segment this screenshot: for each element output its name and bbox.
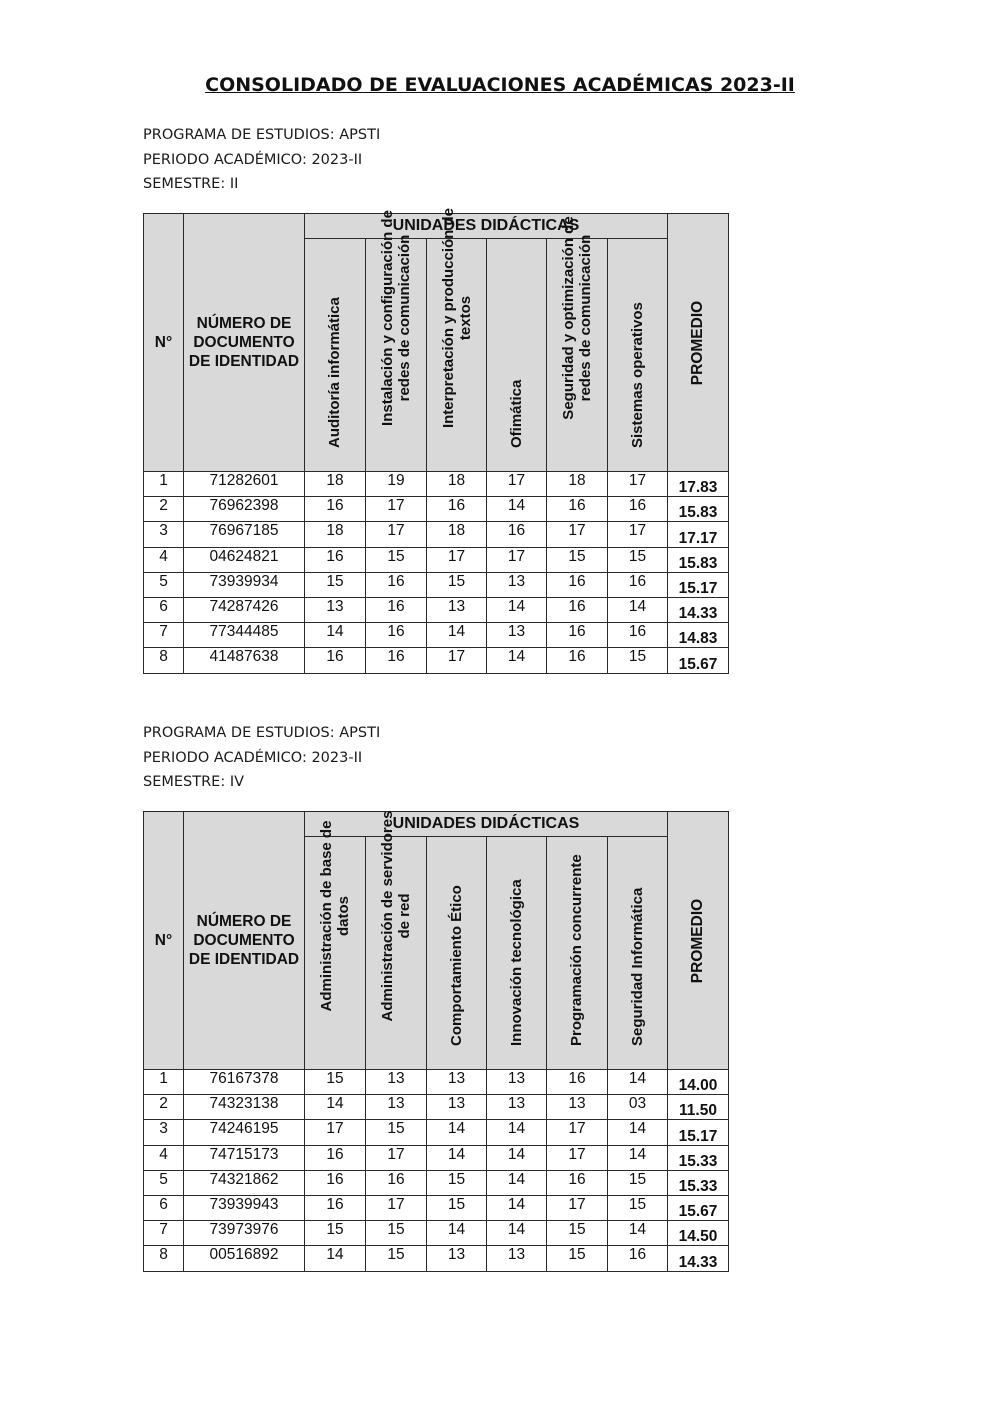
promedio-cell: 14.00 xyxy=(668,1070,729,1095)
subject-header xyxy=(427,207,487,472)
subject-name: Innovación tecnológica xyxy=(507,879,525,1046)
header-promedio-label: PROMEDIO xyxy=(689,300,706,385)
row-number: 2 xyxy=(144,497,184,522)
table-row xyxy=(144,623,729,648)
row-number: 5 xyxy=(144,1170,184,1195)
promedio-cell: 15.83 xyxy=(668,547,729,572)
grade-cell: 14 xyxy=(487,597,547,622)
grade-cell: 13 xyxy=(547,1095,608,1120)
document-number: 00516892 xyxy=(184,1246,305,1271)
document-number: 74321862 xyxy=(184,1170,305,1195)
grade-cell: 15 xyxy=(366,1246,427,1271)
grade-cell: 16 xyxy=(366,597,427,622)
promedio-cell: 15.33 xyxy=(668,1170,729,1195)
grade-cell: 16 xyxy=(305,1145,366,1170)
grade-cell: 16 xyxy=(547,572,608,597)
grade-cell: 18 xyxy=(305,472,366,497)
grade-cell: 17 xyxy=(608,472,668,497)
header-n: N° xyxy=(144,214,184,472)
subject-name: Instalación y configuración de redes de comunicación xyxy=(379,210,413,426)
grade-cell: 14 xyxy=(487,497,547,522)
header-promedio-label: PROMEDIO xyxy=(689,898,706,983)
header-promedio xyxy=(668,812,729,1070)
grade-cell: 15 xyxy=(608,1170,668,1195)
row-number: 3 xyxy=(144,1120,184,1145)
grade-cell: 18 xyxy=(427,472,487,497)
grade-cell: 15 xyxy=(366,547,427,572)
grade-cell: 03 xyxy=(608,1095,668,1120)
grade-cell: 16 xyxy=(366,572,427,597)
grade-cell: 16 xyxy=(427,497,487,522)
subject-name: Programación concurrente xyxy=(568,854,585,1046)
grade-cell: 16 xyxy=(487,522,547,547)
subject-header xyxy=(547,216,608,472)
grade-cell: 13 xyxy=(366,1095,427,1120)
grade-cell: 17 xyxy=(366,522,427,547)
header-document: NÚMERO DE DOCUMENTO DE IDENTIDAD xyxy=(184,214,305,472)
table-row xyxy=(144,1120,729,1145)
grade-cell: 16 xyxy=(305,1195,366,1220)
grade-cell: 14 xyxy=(608,1145,668,1170)
grade-cell: 15 xyxy=(366,1120,427,1145)
grade-cell: 17 xyxy=(366,1195,427,1220)
promedio-cell: 17.83 xyxy=(668,472,729,497)
promedio-cell: 15.83 xyxy=(668,497,729,522)
header-unidades-didacticas: UNIDADES DIDÁCTICAS xyxy=(305,214,668,239)
header-promedio xyxy=(668,214,729,472)
grade-cell: 15 xyxy=(427,572,487,597)
row-number: 7 xyxy=(144,1221,184,1246)
grade-cell: 16 xyxy=(608,1246,668,1271)
grade-cell: 15 xyxy=(608,648,668,673)
grade-cell: 16 xyxy=(366,1170,427,1195)
grade-cell: 13 xyxy=(427,1246,487,1271)
promedio-cell: 17.17 xyxy=(668,522,729,547)
grade-cell: 14 xyxy=(305,1246,366,1271)
grade-cell: 13 xyxy=(487,1095,547,1120)
grade-cell: 16 xyxy=(608,572,668,597)
document-number: 73973976 xyxy=(184,1221,305,1246)
row-number: 7 xyxy=(144,623,184,648)
grade-cell: 13 xyxy=(305,597,366,622)
grade-cell: 14 xyxy=(608,1120,668,1145)
grade-cell: 15 xyxy=(305,572,366,597)
grade-cell: 14 xyxy=(608,1070,668,1095)
promedio-cell: 11.50 xyxy=(668,1095,729,1120)
grade-cell: 15 xyxy=(366,1221,427,1246)
table-row xyxy=(144,522,729,547)
grade-cell: 17 xyxy=(547,1195,608,1220)
grade-cell: 15 xyxy=(427,1195,487,1220)
row-number: 1 xyxy=(144,1070,184,1095)
header-document: NÚMERO DE DOCUMENTO DE IDENTIDAD xyxy=(184,812,305,1070)
periodo-label: PERIODO ACADÉMICO: 2023-II xyxy=(143,151,363,168)
header-n: N° xyxy=(144,812,184,1070)
grade-cell: 15 xyxy=(608,1195,668,1220)
row-number: 2 xyxy=(144,1095,184,1120)
subject-name: Seguridad Informática xyxy=(628,887,646,1046)
grade-cell: 13 xyxy=(427,1070,487,1095)
grade-cell: 16 xyxy=(305,547,366,572)
grade-cell: 17 xyxy=(427,648,487,673)
grade-cell: 14 xyxy=(305,623,366,648)
document-number: 04624821 xyxy=(184,547,305,572)
grade-cell: 14 xyxy=(487,1120,547,1145)
grade-cell: 17 xyxy=(427,547,487,572)
periodo-label: PERIODO ACADÉMICO: 2023-II xyxy=(143,749,363,766)
document-number: 73939934 xyxy=(184,572,305,597)
subject-name: Interpretación y producción de textos xyxy=(439,207,474,429)
grade-cell: 17 xyxy=(487,472,547,497)
grade-cell: 14 xyxy=(487,1170,547,1195)
row-number: 4 xyxy=(144,1145,184,1170)
document-number: 73939943 xyxy=(184,1195,305,1220)
grade-cell: 15 xyxy=(427,1170,487,1195)
row-number: 3 xyxy=(144,522,184,547)
grade-cell: 16 xyxy=(366,648,427,673)
subject-name: Administración de base de datos xyxy=(318,820,352,1012)
subject-header xyxy=(366,810,427,1070)
grade-cell: 16 xyxy=(547,1170,608,1195)
grade-cell: 13 xyxy=(427,1095,487,1120)
grade-cell: 16 xyxy=(305,1170,366,1195)
subject-name: Ofimática xyxy=(507,379,525,448)
section-info-1 xyxy=(143,123,380,197)
grade-cell: 16 xyxy=(305,648,366,673)
promedio-cell: 14.83 xyxy=(668,623,729,648)
grade-cell: 14 xyxy=(427,623,487,648)
table-row xyxy=(144,1170,729,1195)
grade-cell: 18 xyxy=(547,472,608,497)
document-number: 74246195 xyxy=(184,1120,305,1145)
grade-cell: 15 xyxy=(547,1221,608,1246)
subject-name: Auditoría informática xyxy=(326,297,343,448)
grade-cell: 17 xyxy=(547,1145,608,1170)
semestre-label: SEMESTRE: II xyxy=(143,176,239,192)
grade-cell: 17 xyxy=(608,522,668,547)
grade-cell: 13 xyxy=(487,572,547,597)
document-number: 74715173 xyxy=(184,1145,305,1170)
grade-cell: 18 xyxy=(427,522,487,547)
grade-cell: 16 xyxy=(547,648,608,673)
subject-header xyxy=(305,239,366,472)
grade-cell: 16 xyxy=(547,1070,608,1095)
grade-cell: 16 xyxy=(547,597,608,622)
grade-cell: 16 xyxy=(608,623,668,648)
table-row xyxy=(144,572,729,597)
document-number: 76967185 xyxy=(184,522,305,547)
document-number: 71282601 xyxy=(184,472,305,497)
grade-cell: 14 xyxy=(487,648,547,673)
subject-header xyxy=(608,837,668,1070)
grade-cell: 16 xyxy=(547,497,608,522)
document-number: 41487638 xyxy=(184,648,305,673)
subject-header xyxy=(608,239,668,472)
document-number: 74323138 xyxy=(184,1095,305,1120)
table-row xyxy=(144,1221,729,1246)
row-number: 6 xyxy=(144,1195,184,1220)
grade-cell: 14 xyxy=(427,1120,487,1145)
table-row xyxy=(144,648,729,673)
grade-cell: 15 xyxy=(608,547,668,572)
document-number: 77344485 xyxy=(184,623,305,648)
grade-cell: 13 xyxy=(487,1070,547,1095)
grade-cell: 14 xyxy=(487,1221,547,1246)
programa-label: PROGRAMA DE ESTUDIOS: APSTI xyxy=(143,127,381,143)
subject-header xyxy=(366,210,427,472)
header-unidades-didacticas: UNIDADES DIDÁCTICAS xyxy=(305,812,668,837)
promedio-cell: 15.67 xyxy=(668,648,729,673)
grade-cell: 16 xyxy=(608,497,668,522)
grade-cell: 18 xyxy=(305,522,366,547)
semestre-label: SEMESTRE: IV xyxy=(143,774,245,790)
row-number: 8 xyxy=(144,1246,184,1271)
grade-cell: 16 xyxy=(305,497,366,522)
grade-cell: 14 xyxy=(608,597,668,622)
grade-cell: 17 xyxy=(305,1120,366,1145)
grade-cell: 17 xyxy=(366,497,427,522)
grade-cell: 14 xyxy=(487,1195,547,1220)
subject-name: Administración de servidores de red xyxy=(379,810,413,1022)
page-title: CONSOLIDADO DE EVALUACIONES ACADÉMICAS 2023-II xyxy=(205,74,795,96)
grades-table-semestre-ii xyxy=(143,207,729,674)
grade-cell: 17 xyxy=(366,1145,427,1170)
grade-cell: 17 xyxy=(487,547,547,572)
promedio-cell: 15.17 xyxy=(668,572,729,597)
subject-name: Sistemas operativos xyxy=(628,302,646,448)
table-row xyxy=(144,1095,729,1120)
promedio-cell: 14.33 xyxy=(668,1246,729,1271)
subject-header xyxy=(487,837,547,1070)
grade-cell: 14 xyxy=(427,1145,487,1170)
grade-cell: 16 xyxy=(547,623,608,648)
table-row xyxy=(144,1246,729,1271)
table-row xyxy=(144,547,729,572)
grade-cell: 15 xyxy=(547,547,608,572)
row-number: 5 xyxy=(144,572,184,597)
table-row xyxy=(144,497,729,522)
table-row xyxy=(144,1145,729,1170)
subject-header xyxy=(305,820,366,1070)
promedio-cell: 15.33 xyxy=(668,1145,729,1170)
subject-header xyxy=(547,837,608,1070)
grade-cell: 15 xyxy=(547,1246,608,1271)
promedio-cell: 14.50 xyxy=(668,1221,729,1246)
subject-header xyxy=(427,837,487,1070)
promedio-cell: 15.17 xyxy=(668,1120,729,1145)
document-number: 74287426 xyxy=(184,597,305,622)
subject-name: Comportamiento Ético xyxy=(447,885,465,1046)
row-number: 1 xyxy=(144,472,184,497)
row-number: 8 xyxy=(144,648,184,673)
grade-cell: 13 xyxy=(366,1070,427,1095)
table-row xyxy=(144,597,729,622)
grade-cell: 19 xyxy=(366,472,427,497)
table-row xyxy=(144,1070,729,1095)
grade-cell: 13 xyxy=(427,597,487,622)
grade-cell: 16 xyxy=(366,623,427,648)
row-number: 4 xyxy=(144,547,184,572)
grade-cell: 17 xyxy=(547,522,608,547)
grade-cell: 14 xyxy=(487,1145,547,1170)
document-number: 76962398 xyxy=(184,497,305,522)
grade-cell: 14 xyxy=(305,1095,366,1120)
promedio-cell: 15.67 xyxy=(668,1195,729,1220)
subject-header xyxy=(487,239,547,472)
grade-cell: 17 xyxy=(547,1120,608,1145)
promedio-cell: 14.33 xyxy=(668,597,729,622)
subject-name: Seguridad y optimización de redes de comunicación xyxy=(560,216,594,420)
grade-cell: 13 xyxy=(487,623,547,648)
table-row xyxy=(144,472,729,497)
grade-cell: 14 xyxy=(427,1221,487,1246)
row-number: 6 xyxy=(144,597,184,622)
grade-cell: 15 xyxy=(305,1221,366,1246)
programa-label: PROGRAMA DE ESTUDIOS: APSTI xyxy=(143,725,381,741)
grade-cell: 15 xyxy=(305,1070,366,1095)
grade-cell: 14 xyxy=(608,1221,668,1246)
grade-cell: 13 xyxy=(487,1246,547,1271)
section-info-2 xyxy=(143,721,380,795)
grades-table-semestre-iv xyxy=(143,811,729,1272)
document-number: 76167378 xyxy=(184,1070,305,1095)
table-row xyxy=(144,1195,729,1220)
